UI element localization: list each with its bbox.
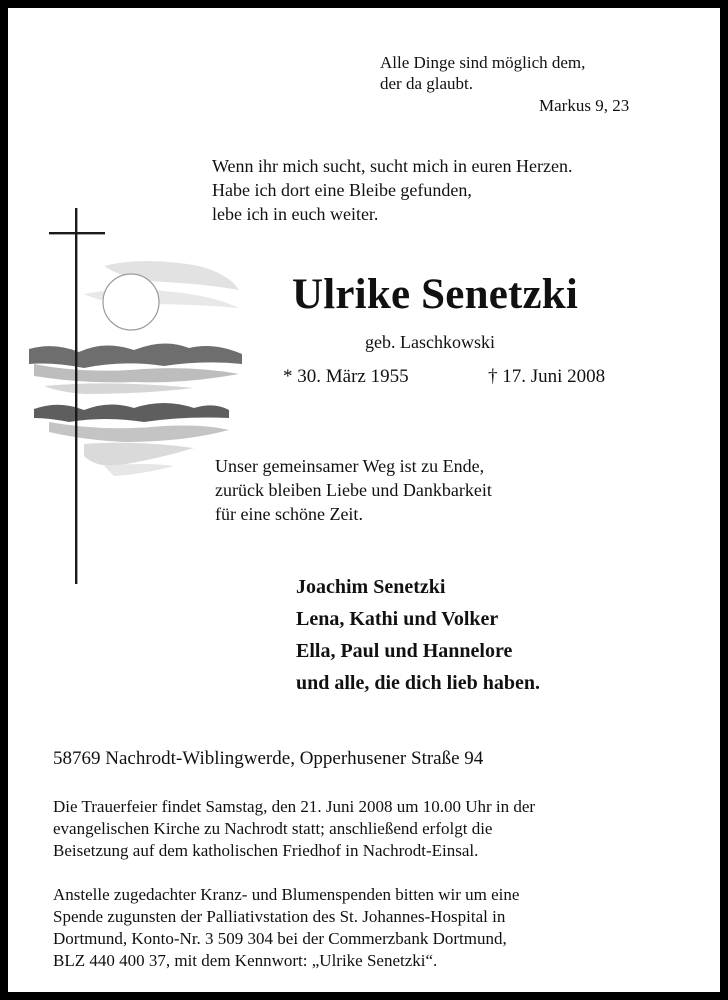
birth-date: * 30. März 1955 <box>283 366 409 387</box>
donation-line: Spende zugunsten der Palliativstation des St. Johannes-Hospital in <box>53 907 506 926</box>
quote-reference: Markus 9, 23 <box>539 96 630 115</box>
landscape-icon <box>29 261 242 476</box>
donation-line: Dortmund, Konto-Nr. 3 509 304 bei der Commerzbank Dortmund, <box>53 929 507 948</box>
funeral-line: Beisetzung auf dem katholischen Friedhof in Nachrodt-Einsal. <box>53 841 479 860</box>
quote-line: Alle Dinge sind möglich dem, <box>380 53 586 72</box>
mourner: Joachim Senetzki <box>296 576 446 598</box>
verse-line: für eine schöne Zeit. <box>215 504 363 524</box>
cross-icon <box>49 208 105 584</box>
bible-quote <box>380 52 585 94</box>
donation-line: Anstelle zugedachter Kranz- und Blumenspenden bitten wir um eine <box>53 885 520 904</box>
mourner: Lena, Kathi und Volker <box>296 608 499 630</box>
mourner: und alle, die dich lieb haben. <box>296 672 540 694</box>
poem-line: Habe ich dort eine Bleibe gefunden, <box>212 180 472 200</box>
death-date: † 17. Juni 2008 <box>488 366 606 387</box>
poem-line: Wenn ihr mich sucht, sucht mich in euren Herzen. <box>212 156 573 176</box>
address: 58769 Nachrodt-Wiblingwerde, Opperhusener Straße 94 <box>53 748 484 769</box>
landscape-illustration <box>24 204 254 594</box>
verse-line: zurück bleiben Liebe und Dankbarkeit <box>215 480 492 500</box>
deceased-name: Ulrike Senetzki <box>292 271 579 318</box>
funeral-line: Die Trauerfeier findet Samstag, den 21. Juni 2008 um 10.00 Uhr in der <box>53 797 536 816</box>
quote-line: der da glaubt. <box>380 74 473 93</box>
poem-line: lebe ich in euch weiter. <box>212 204 379 224</box>
donation-line: BLZ 440 400 37, mit dem Kennwort: „Ulrike Senetzki“. <box>53 951 438 970</box>
funeral-line: evangelischen Kirche zu Nachrodt statt; anschließend erfolgt die <box>53 819 493 838</box>
poem <box>212 154 572 226</box>
mourner: Ella, Paul und Hannelore <box>296 640 513 662</box>
verse <box>215 454 492 526</box>
birth-name: geb. Laschkowski <box>365 332 495 352</box>
donation-request <box>53 884 519 972</box>
verse-line: Unser gemeinsamer Weg ist zu Ende, <box>215 456 485 476</box>
funeral-details <box>53 796 535 862</box>
mourners-list <box>296 571 540 699</box>
